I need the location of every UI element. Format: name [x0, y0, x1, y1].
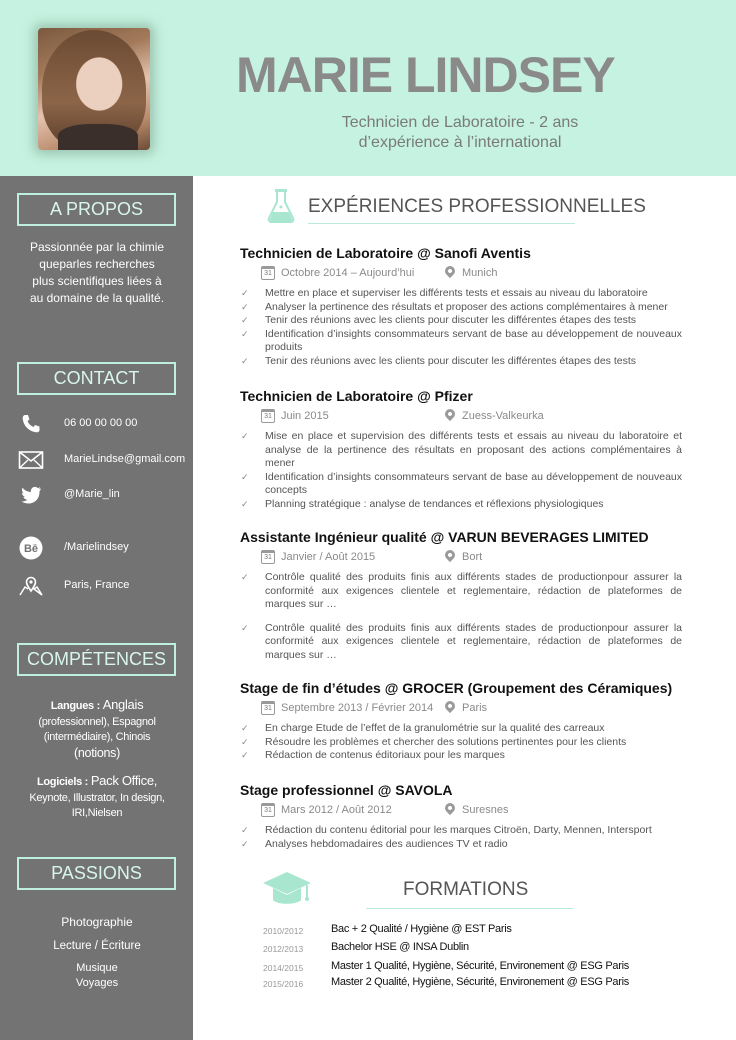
- mail-icon: [18, 448, 44, 472]
- job-entry: [240, 680, 690, 763]
- job-bullets: [240, 722, 690, 763]
- job-title: Technicien de Laboratoire @ Pfizer: [240, 388, 473, 404]
- languages-line: (intermédiaire), Chinois: [43, 731, 151, 743]
- job-bullet: ✓ Planning stratégique : analyse de tendances et réflexions physiologiques: [240, 498, 682, 512]
- job-title: Assistante Ingénieur qualité @ VARUN BEVERAGES LIMITED: [240, 529, 649, 545]
- about-heading: A PROPOS: [17, 193, 176, 226]
- about-line: Passionnée par la chimie: [29, 240, 165, 254]
- job-meta: [240, 802, 690, 822]
- job-bullet: ✓ Résoudre les problèmes et chercher des solutions pertinentes pour les clients: [240, 736, 682, 750]
- languages-line: [14, 697, 180, 715]
- contact-email: [18, 448, 188, 472]
- calendar-icon: 31: [261, 803, 275, 817]
- job-entry: [240, 782, 690, 851]
- contact-twitter: [18, 483, 188, 507]
- job-title: Stage de fin d’études @ GROCER (Groupement des Céramiques): [240, 680, 673, 696]
- job-bullet: ✓ En charge Etude de l’effet de la granulométrie sur la qualité des carreaux: [240, 722, 682, 736]
- about-text: [14, 239, 180, 307]
- job-title: Technicien de Laboratoire @ Sanofi Aventis: [240, 245, 531, 261]
- twitter-text: @Marie_lin: [64, 488, 120, 500]
- skills-software: [14, 773, 180, 822]
- job-bullet: ✓ Rédaction de contenus éditoriaux pour les marques: [240, 749, 682, 763]
- candidate-subtitle: [300, 113, 620, 153]
- software-label: Logiciels :: [36, 776, 89, 788]
- software-line: IRI,Nielsen: [71, 807, 123, 819]
- phone-icon: [18, 412, 44, 436]
- flask-icon: [266, 188, 296, 224]
- job-date: Mars 2012 / Août 2012: [281, 804, 392, 816]
- job-bullets: [240, 571, 690, 663]
- education-degree: Bac + 2 Qualité / Hygiène @ EST Paris: [331, 923, 512, 935]
- education-item: [263, 922, 693, 939]
- contact-phone: [18, 412, 188, 436]
- education-year: 2015/2016: [263, 979, 304, 989]
- hobbies-heading: PASSIONS: [17, 857, 176, 890]
- job-place: Suresnes: [462, 804, 509, 816]
- job-bullet: ✓ Rédaction du contenu éditorial pour les marques Citroën, Darty, Mennen, Intersport: [240, 824, 682, 838]
- job-meta: [240, 549, 690, 569]
- education-item: [263, 940, 693, 957]
- portrait-shirt: [58, 124, 138, 150]
- contact-heading: CONTACT: [17, 362, 176, 395]
- job-meta: [240, 700, 690, 720]
- hobby-item: Lecture / Écriture: [53, 940, 141, 952]
- calendar-icon: 31: [261, 550, 275, 564]
- languages-label: Langues :: [50, 700, 100, 712]
- location-pin-icon: [443, 801, 457, 815]
- job-place: Paris: [462, 702, 488, 714]
- job-meta: [240, 265, 690, 285]
- job-bullet: ✓ Tenir des réunions avec les clients pour discuter les différentes étapes des tests: [240, 355, 682, 369]
- behance-text: /Marielindsey: [64, 541, 129, 553]
- job-entry: [240, 245, 690, 369]
- job-bullet: ✓ Analyses hebdomadaires des audiences TV et radio: [240, 838, 682, 852]
- about-line: queparles recherches: [39, 257, 155, 271]
- education-year: 2014/2015: [263, 963, 304, 973]
- location-pin-icon: [443, 699, 457, 713]
- email-text: MarieLindse@gmail.com: [64, 453, 186, 465]
- map-pin-icon: [18, 574, 44, 598]
- calendar-icon: 31: [261, 266, 275, 280]
- education-underline: [366, 908, 573, 909]
- hobby-item: Musique: [76, 962, 118, 974]
- skills-heading: COMPÉTENCES: [17, 643, 176, 676]
- experience-underline: [308, 223, 575, 224]
- calendar-icon: 31: [261, 701, 275, 715]
- job-bullet: ✓ Identification d’insights consommateurs servant de base au développement de nouveaux produits: [240, 328, 682, 355]
- sidebar: [0, 176, 193, 1040]
- about-line: au domaine de la qualité.: [29, 291, 165, 305]
- hobby-item: Voyages: [75, 977, 119, 989]
- job-bullets: [240, 430, 690, 512]
- contact-behance: [18, 536, 188, 560]
- education-year: 2010/2012: [263, 926, 304, 936]
- job-date: Janvier / Août 2015: [281, 551, 376, 563]
- languages-line: (notions): [74, 745, 120, 760]
- location-pin-icon: [443, 407, 457, 421]
- hobby-item: Photographie: [61, 915, 133, 929]
- job-meta: [240, 408, 690, 428]
- location-text: Paris, France: [64, 579, 130, 591]
- job-bullet: ✓ Analyser la pertinence des résultats et proposer des actions complémentaires à mener: [240, 301, 682, 315]
- phone-text: 06 00 00 00 00: [64, 417, 138, 429]
- twitter-icon: [18, 483, 44, 507]
- job-bullets: [240, 824, 690, 851]
- software-line: Keynote, Illustrator, In design,: [29, 791, 165, 804]
- profile-photo: [38, 28, 150, 150]
- education-degree: Master 1 Qualité, Hygiène, Sécurité, Environement @ ESG Paris: [331, 960, 629, 972]
- software-main: Pack Office,: [90, 773, 158, 788]
- job-bullet: ✓ Tenir des réunions avec les clients pour discuter les différentes étapes des tests: [240, 314, 682, 328]
- about-line: plus scientifiques liées à: [32, 274, 162, 288]
- job-bullet: ✓ Mise en place et supervision des différents tests et essais au niveau du laboratoire et analyse de la pertinence des résultats en proposant des actions complémentaires à mener: [240, 430, 682, 471]
- main-content: [193, 176, 736, 1040]
- job-place: Zuess-Valkeurka: [462, 410, 544, 422]
- contact-location: [18, 574, 188, 598]
- calendar-icon: 31: [261, 409, 275, 423]
- languages-line: (professionnel), Espagnol: [38, 715, 156, 728]
- subtitle-line-1: Technicien de Laboratoire - 2 ans: [341, 114, 579, 131]
- candidate-name: MARIE LINDSEY: [236, 47, 615, 103]
- education-heading: FORMATIONS: [403, 879, 529, 900]
- job-entry: [240, 529, 690, 663]
- graduation-cap-icon: [261, 870, 313, 910]
- education-degree: Bachelor HSE @ INSA Dublin: [331, 941, 469, 953]
- education-item: [263, 975, 693, 992]
- software-line: [14, 773, 180, 791]
- job-title: Stage professionnel @ SAVOLA: [240, 782, 453, 798]
- svg-text:Bē: Bē: [23, 543, 39, 555]
- experience-heading: EXPÉRIENCES PROFESSIONNELLES: [308, 196, 646, 217]
- job-place: Munich: [462, 267, 498, 279]
- job-place: Bort: [462, 551, 483, 563]
- location-pin-icon: [443, 548, 457, 562]
- job-entry: [240, 388, 690, 512]
- skills-languages: [14, 697, 180, 761]
- languages-main: Anglais: [102, 697, 144, 712]
- job-bullets: [240, 287, 690, 369]
- job-bullet: ✓ Contrôle qualité des produits finis aux différents stades de productionpour assurer la conformité aux exigences clientele et reglementaire, rédaction de plateformes de marques sur …: [240, 571, 682, 612]
- job-date: Septembre 2013 / Février 2014: [281, 702, 434, 714]
- subtitle-line-2: d’expérience à l’international: [358, 134, 562, 151]
- job-bullet: ✓ Identification d’insights consommateurs servant de base au développement de nouveaux concepts: [240, 471, 682, 498]
- job-date: Juin 2015: [281, 410, 329, 422]
- behance-icon: [18, 536, 44, 560]
- header: [0, 0, 736, 176]
- job-bullet: ✓ Mettre en place et superviser les différents tests et essais au niveau du laboratoire: [240, 287, 682, 301]
- education-year: 2012/2013: [263, 944, 304, 954]
- location-pin-icon: [443, 264, 457, 278]
- job-date: Octobre 2014 – Aujourd’hui: [281, 267, 415, 279]
- job-bullet: ✓ Contrôle qualité des produits finis aux différents stades de productionpour assurer la conformité aux exigences clientele et reglementaire, rédaction de plateformes de marques sur …: [240, 622, 682, 663]
- education-item: [263, 959, 693, 976]
- education-degree: Master 2 Qualité, Hygiène, Sécurité, Environement @ ESG Paris: [331, 976, 629, 988]
